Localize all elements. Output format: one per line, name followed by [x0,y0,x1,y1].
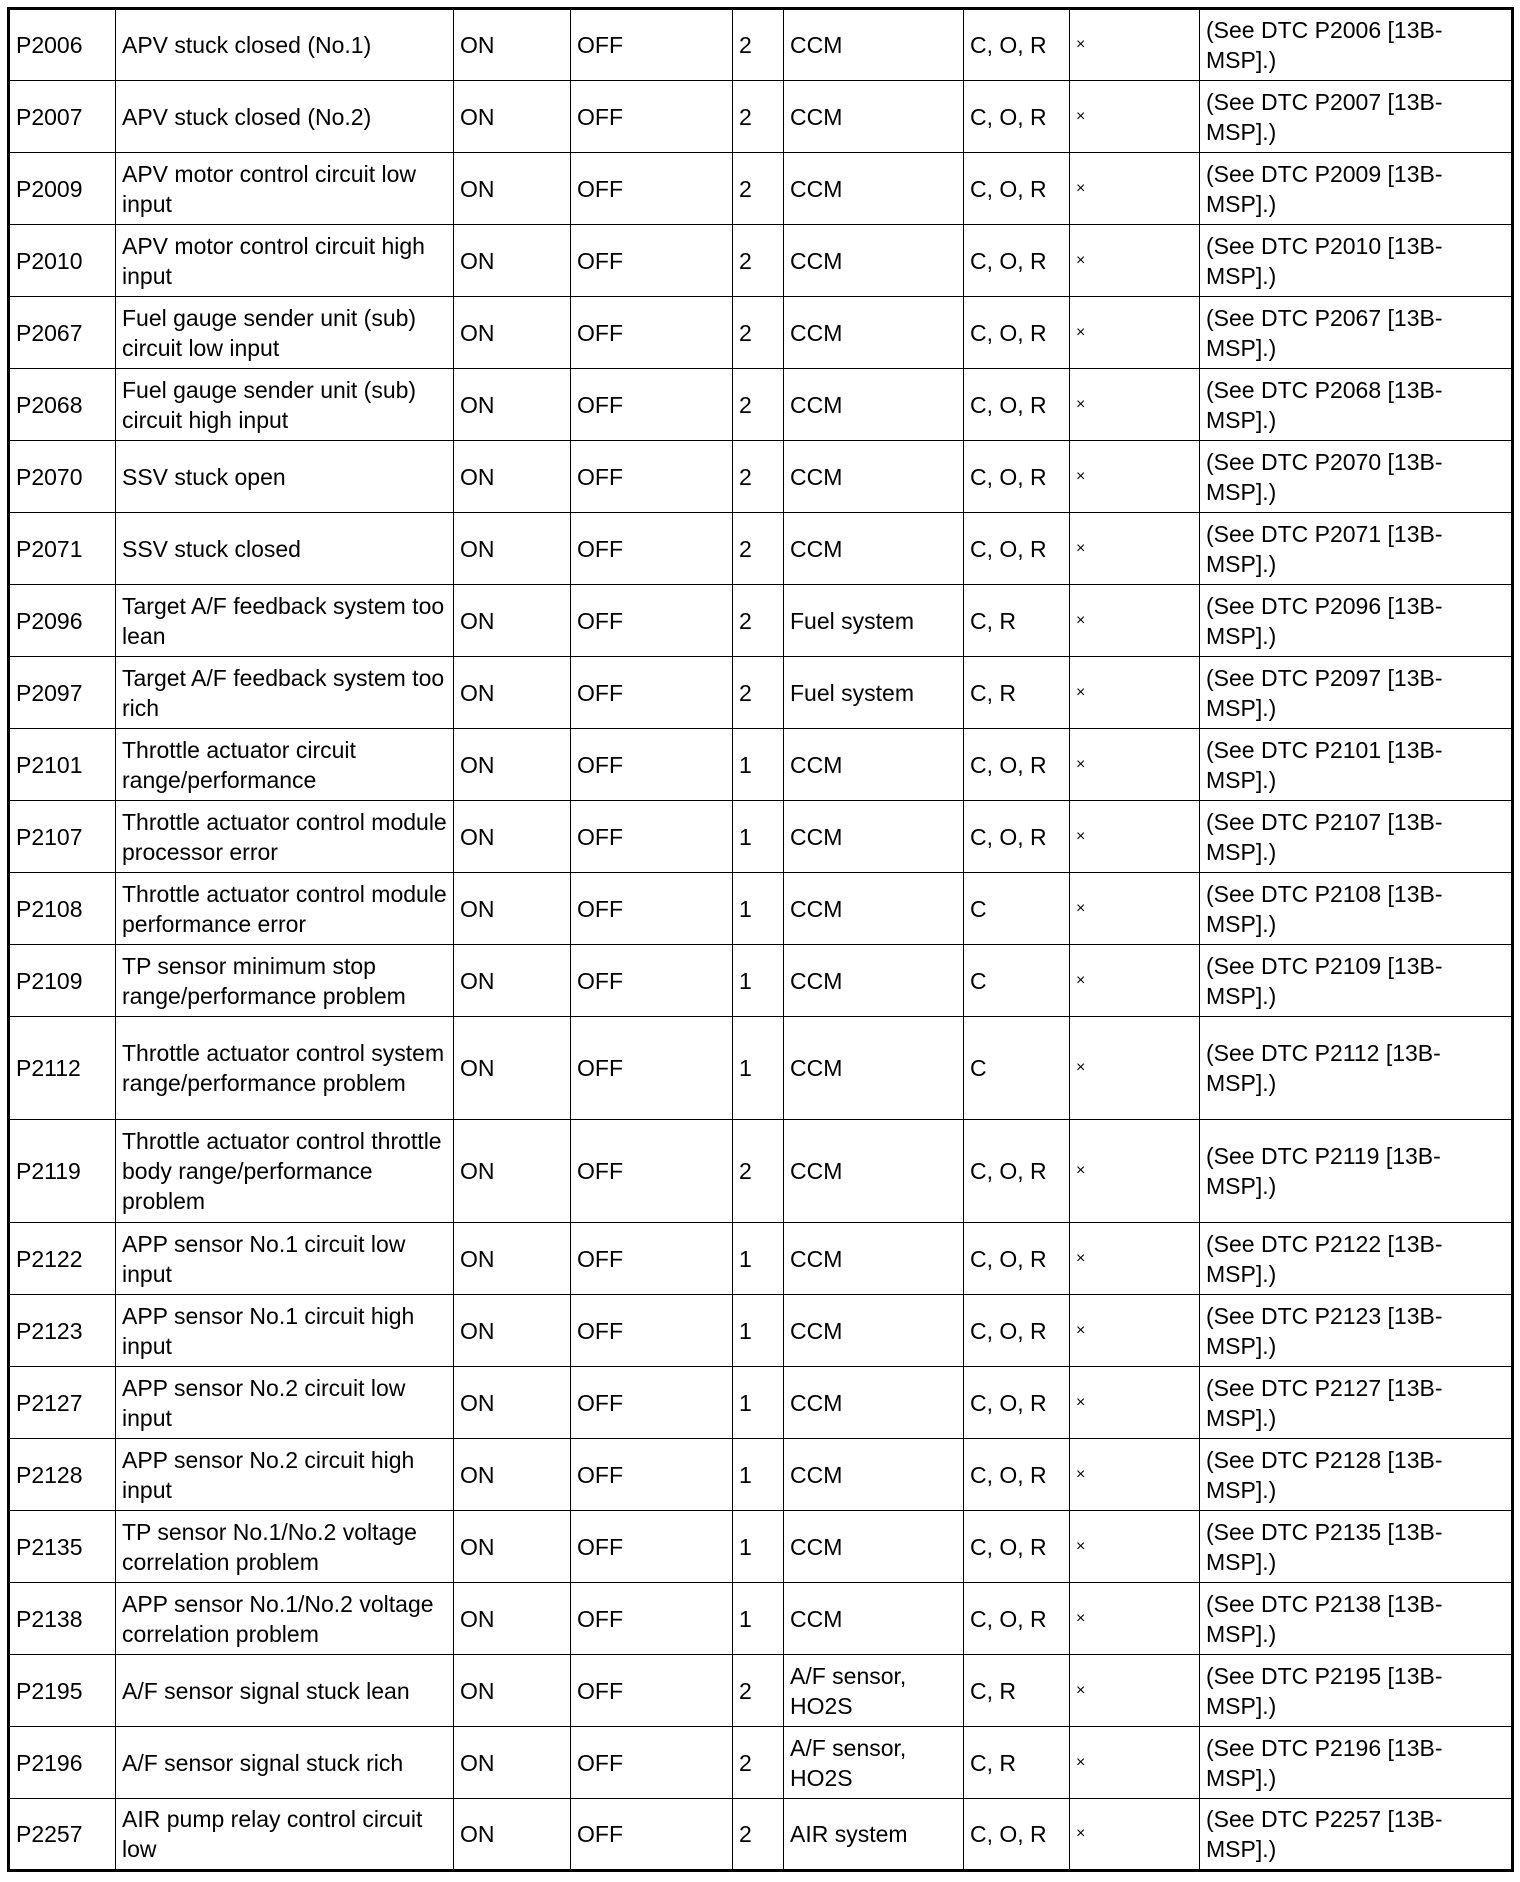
dtc-status: OFF [571,585,733,657]
dtc-code: P2006 [9,9,116,81]
dtc-mark: × [1070,729,1200,801]
dtc-monitor-item: CCM [784,513,964,585]
table-row [9,1295,1513,1367]
dtc-memory-function: C, O, R [964,801,1070,873]
dtc-memory-function: C, O, R [964,1223,1070,1295]
dtc-mil-status: ON [454,1223,571,1295]
dtc-description: A/F sensor signal stuck lean [116,1655,454,1727]
dtc-drive-cycle: 2 [733,441,784,513]
dtc-description: A/F sensor signal stuck rich [116,1727,454,1799]
dtc-mark: × [1070,1439,1200,1511]
dtc-monitor-item: A/F sensor, HO2S [784,1727,964,1799]
dtc-code: P2135 [9,1511,116,1583]
dtc-monitor-item: Fuel system [784,585,964,657]
dtc-memory-function: C, R [964,1727,1070,1799]
dtc-status: OFF [571,1295,733,1367]
dtc-monitor-item: CCM [784,1120,964,1223]
dtc-drive-cycle: 2 [733,81,784,153]
dtc-description: Throttle actuator control module performance error [116,873,454,945]
dtc-mark: × [1070,585,1200,657]
dtc-monitor-item: CCM [784,1439,964,1511]
dtc-mark: × [1070,153,1200,225]
dtc-status: OFF [571,369,733,441]
dtc-monitor-item: CCM [784,1367,964,1439]
dtc-status: OFF [571,81,733,153]
dtc-memory-function: C, O, R [964,81,1070,153]
dtc-reference: (See DTC P2009 [13B-MSP].) [1200,153,1513,225]
dtc-status: OFF [571,1799,733,1871]
dtc-status: OFF [571,1017,733,1120]
dtc-status: OFF [571,1223,733,1295]
dtc-drive-cycle: 2 [733,369,784,441]
dtc-description: SSV stuck closed [116,513,454,585]
dtc-reference: (See DTC P2127 [13B-MSP].) [1200,1367,1513,1439]
dtc-code: P2010 [9,225,116,297]
dtc-monitor-item: CCM [784,297,964,369]
dtc-monitor-item: CCM [784,81,964,153]
dtc-mark: × [1070,1727,1200,1799]
dtc-monitor-item: CCM [784,945,964,1017]
dtc-drive-cycle: 2 [733,225,784,297]
dtc-drive-cycle: 1 [733,1511,784,1583]
dtc-mark: × [1070,1511,1200,1583]
dtc-description: Target A/F feedback system too rich [116,657,454,729]
dtc-status: OFF [571,9,733,81]
dtc-reference: (See DTC P2107 [13B-MSP].) [1200,801,1513,873]
table-row [9,1017,1513,1120]
dtc-mil-status: ON [454,945,571,1017]
dtc-mil-status: ON [454,153,571,225]
dtc-reference: (See DTC P2096 [13B-MSP].) [1200,585,1513,657]
dtc-reference: (See DTC P2070 [13B-MSP].) [1200,441,1513,513]
dtc-mark: × [1070,945,1200,1017]
dtc-mark: × [1070,297,1200,369]
dtc-code: P2070 [9,441,116,513]
dtc-status: OFF [571,945,733,1017]
dtc-mil-status: ON [454,1799,571,1871]
dtc-code: P2196 [9,1727,116,1799]
dtc-memory-function: C [964,1017,1070,1120]
dtc-status: OFF [571,513,733,585]
dtc-mil-status: ON [454,1511,571,1583]
dtc-reference: (See DTC P2097 [13B-MSP].) [1200,657,1513,729]
dtc-reference: (See DTC P2119 [13B-MSP].) [1200,1120,1513,1223]
dtc-reference: (See DTC P2195 [13B-MSP].) [1200,1655,1513,1727]
dtc-reference: (See DTC P2101 [13B-MSP].) [1200,729,1513,801]
dtc-mil-status: ON [454,729,571,801]
dtc-code: P2101 [9,729,116,801]
dtc-status: OFF [571,1367,733,1439]
dtc-code: P2107 [9,801,116,873]
table-row [9,729,1513,801]
dtc-mil-status: ON [454,873,571,945]
dtc-mark: × [1070,1367,1200,1439]
dtc-drive-cycle: 2 [733,153,784,225]
dtc-code: P2119 [9,1120,116,1223]
dtc-table-body [9,9,1513,1871]
dtc-memory-function: C, O, R [964,9,1070,81]
dtc-reference: (See DTC P2135 [13B-MSP].) [1200,1511,1513,1583]
dtc-table-container [7,7,1511,1872]
dtc-reference: (See DTC P2196 [13B-MSP].) [1200,1727,1513,1799]
dtc-mil-status: ON [454,585,571,657]
dtc-mil-status: ON [454,801,571,873]
dtc-mark: × [1070,1583,1200,1655]
dtc-description: Fuel gauge sender unit (sub) circuit low input [116,297,454,369]
dtc-monitor-item: CCM [784,1223,964,1295]
dtc-drive-cycle: 1 [733,1583,784,1655]
dtc-memory-function: C, O, R [964,513,1070,585]
dtc-memory-function: C, O, R [964,1439,1070,1511]
table-row [9,873,1513,945]
dtc-mil-status: ON [454,513,571,585]
dtc-reference: (See DTC P2128 [13B-MSP].) [1200,1439,1513,1511]
dtc-drive-cycle: 2 [733,1799,784,1871]
table-row [9,1655,1513,1727]
dtc-description: Throttle actuator control throttle body range/performance problem [116,1120,454,1223]
dtc-drive-cycle: 1 [733,1017,784,1120]
dtc-reference: (See DTC P2068 [13B-MSP].) [1200,369,1513,441]
dtc-monitor-item: CCM [784,1017,964,1120]
dtc-description: APV stuck closed (No.2) [116,81,454,153]
dtc-mil-status: ON [454,657,571,729]
dtc-memory-function: C, O, R [964,1367,1070,1439]
dtc-monitor-item: CCM [784,729,964,801]
table-row [9,9,1513,81]
dtc-description: APV stuck closed (No.1) [116,9,454,81]
table-row [9,1727,1513,1799]
dtc-memory-function: C, O, R [964,1295,1070,1367]
dtc-monitor-item: CCM [784,441,964,513]
dtc-status: OFF [571,873,733,945]
dtc-drive-cycle: 1 [733,1295,784,1367]
dtc-code: P2067 [9,297,116,369]
dtc-memory-function: C, R [964,585,1070,657]
dtc-mark: × [1070,1120,1200,1223]
dtc-status: OFF [571,1583,733,1655]
dtc-code: P2068 [9,369,116,441]
dtc-reference: (See DTC P2108 [13B-MSP].) [1200,873,1513,945]
dtc-description: TP sensor minimum stop range/performance problem [116,945,454,1017]
dtc-mil-status: ON [454,1295,571,1367]
dtc-code: P2128 [9,1439,116,1511]
dtc-description: APP sensor No.1 circuit low input [116,1223,454,1295]
table-row [9,153,1513,225]
dtc-memory-function: C, R [964,657,1070,729]
dtc-mark: × [1070,1223,1200,1295]
dtc-monitor-item: Fuel system [784,657,964,729]
dtc-memory-function: C, O, R [964,369,1070,441]
table-row [9,1223,1513,1295]
dtc-mil-status: ON [454,369,571,441]
dtc-description: Throttle actuator control system range/performance problem [116,1017,454,1120]
dtc-mil-status: ON [454,441,571,513]
dtc-memory-function: C, O, R [964,1511,1070,1583]
dtc-mil-status: ON [454,1727,571,1799]
dtc-mil-status: ON [454,1120,571,1223]
dtc-drive-cycle: 1 [733,729,784,801]
table-row [9,369,1513,441]
dtc-status: OFF [571,657,733,729]
dtc-mark: × [1070,1655,1200,1727]
dtc-memory-function: C, O, R [964,1583,1070,1655]
dtc-memory-function: C, O, R [964,297,1070,369]
dtc-drive-cycle: 2 [733,585,784,657]
dtc-mil-status: ON [454,1583,571,1655]
table-row [9,1120,1513,1223]
dtc-drive-cycle: 1 [733,945,784,1017]
dtc-reference: (See DTC P2112 [13B-MSP].) [1200,1017,1513,1120]
dtc-mark: × [1070,441,1200,513]
table-row [9,657,1513,729]
dtc-mark: × [1070,801,1200,873]
table-row [9,1583,1513,1655]
dtc-reference: (See DTC P2123 [13B-MSP].) [1200,1295,1513,1367]
dtc-code: P2257 [9,1799,116,1871]
dtc-memory-function: C [964,873,1070,945]
dtc-description: SSV stuck open [116,441,454,513]
dtc-drive-cycle: 2 [733,1655,784,1727]
dtc-mark: × [1070,513,1200,585]
dtc-code: P2097 [9,657,116,729]
dtc-memory-function: C, O, R [964,441,1070,513]
dtc-memory-function: C, O, R [964,729,1070,801]
dtc-status: OFF [571,153,733,225]
dtc-code: P2195 [9,1655,116,1727]
dtc-reference: (See DTC P2006 [13B-MSP].) [1200,9,1513,81]
dtc-mark: × [1070,81,1200,153]
table-row [9,1511,1513,1583]
dtc-description: APP sensor No.2 circuit high input [116,1439,454,1511]
dtc-status: OFF [571,441,733,513]
dtc-monitor-item: CCM [784,225,964,297]
dtc-reference: (See DTC P2122 [13B-MSP].) [1200,1223,1513,1295]
dtc-mark: × [1070,657,1200,729]
dtc-description: TP sensor No.1/No.2 voltage correlation problem [116,1511,454,1583]
table-row [9,225,1513,297]
dtc-status: OFF [571,1439,733,1511]
dtc-mil-status: ON [454,1655,571,1727]
table-row [9,513,1513,585]
dtc-monitor-item: A/F sensor, HO2S [784,1655,964,1727]
dtc-code: P2122 [9,1223,116,1295]
dtc-description: Target A/F feedback system too lean [116,585,454,657]
dtc-mil-status: ON [454,1367,571,1439]
dtc-mark: × [1070,369,1200,441]
table-row [9,81,1513,153]
dtc-mil-status: ON [454,9,571,81]
dtc-reference: (See DTC P2071 [13B-MSP].) [1200,513,1513,585]
dtc-code: P2108 [9,873,116,945]
dtc-description: APP sensor No.2 circuit low input [116,1367,454,1439]
dtc-drive-cycle: 2 [733,9,784,81]
dtc-code: P2007 [9,81,116,153]
dtc-description: APP sensor No.1 circuit high input [116,1295,454,1367]
dtc-status: OFF [571,297,733,369]
dtc-status: OFF [571,729,733,801]
dtc-drive-cycle: 2 [733,513,784,585]
dtc-code: P2112 [9,1017,116,1120]
dtc-reference: (See DTC P2010 [13B-MSP].) [1200,225,1513,297]
dtc-drive-cycle: 2 [733,297,784,369]
dtc-mark: × [1070,1017,1200,1120]
dtc-monitor-item: CCM [784,9,964,81]
dtc-drive-cycle: 1 [733,801,784,873]
dtc-reference: (See DTC P2067 [13B-MSP].) [1200,297,1513,369]
table-row [9,585,1513,657]
dtc-code: P2009 [9,153,116,225]
dtc-monitor-item: CCM [784,1583,964,1655]
dtc-status: OFF [571,225,733,297]
dtc-memory-function: C, O, R [964,153,1070,225]
dtc-mil-status: ON [454,225,571,297]
dtc-monitor-item: CCM [784,801,964,873]
dtc-mil-status: ON [454,1439,571,1511]
dtc-mark: × [1070,873,1200,945]
dtc-code: P2127 [9,1367,116,1439]
dtc-mil-status: ON [454,81,571,153]
dtc-code: P2071 [9,513,116,585]
dtc-drive-cycle: 2 [733,1120,784,1223]
dtc-code: P2109 [9,945,116,1017]
dtc-status: OFF [571,1727,733,1799]
dtc-status: OFF [571,1655,733,1727]
dtc-memory-function: C, O, R [964,1799,1070,1871]
dtc-monitor-item: CCM [784,873,964,945]
dtc-drive-cycle: 1 [733,873,784,945]
dtc-drive-cycle: 1 [733,1367,784,1439]
dtc-description: APV motor control circuit low input [116,153,454,225]
table-row [9,945,1513,1017]
dtc-reference: (See DTC P2257 [13B-MSP].) [1200,1799,1513,1871]
dtc-memory-function: C, O, R [964,225,1070,297]
dtc-memory-function: C [964,945,1070,1017]
dtc-description: Throttle actuator circuit range/performance [116,729,454,801]
dtc-mark: × [1070,9,1200,81]
dtc-reference: (See DTC P2109 [13B-MSP].) [1200,945,1513,1017]
dtc-description: APV motor control circuit high input [116,225,454,297]
dtc-description: APP sensor No.1/No.2 voltage correlation problem [116,1583,454,1655]
dtc-memory-function: C, R [964,1655,1070,1727]
dtc-description: Throttle actuator control module processor error [116,801,454,873]
dtc-mark: × [1070,1295,1200,1367]
dtc-memory-function: C, O, R [964,1120,1070,1223]
table-row [9,1367,1513,1439]
dtc-status: OFF [571,1511,733,1583]
dtc-monitor-item: AIR system [784,1799,964,1871]
dtc-mil-status: ON [454,1017,571,1120]
dtc-drive-cycle: 2 [733,1727,784,1799]
dtc-table [7,7,1514,1872]
table-row [9,801,1513,873]
dtc-code: P2138 [9,1583,116,1655]
dtc-drive-cycle: 1 [733,1223,784,1295]
table-row [9,441,1513,513]
dtc-monitor-item: CCM [784,1511,964,1583]
dtc-monitor-item: CCM [784,153,964,225]
dtc-code: P2123 [9,1295,116,1367]
dtc-mil-status: ON [454,297,571,369]
dtc-code: P2096 [9,585,116,657]
dtc-reference: (See DTC P2007 [13B-MSP].) [1200,81,1513,153]
dtc-description: Fuel gauge sender unit (sub) circuit high input [116,369,454,441]
dtc-drive-cycle: 1 [733,1439,784,1511]
dtc-reference: (See DTC P2138 [13B-MSP].) [1200,1583,1513,1655]
dtc-status: OFF [571,1120,733,1223]
dtc-description: AIR pump relay control circuit low [116,1799,454,1871]
dtc-mark: × [1070,1799,1200,1871]
dtc-drive-cycle: 2 [733,657,784,729]
table-row [9,1439,1513,1511]
table-row [9,297,1513,369]
dtc-monitor-item: CCM [784,369,964,441]
dtc-monitor-item: CCM [784,1295,964,1367]
dtc-status: OFF [571,801,733,873]
dtc-mark: × [1070,225,1200,297]
table-row [9,1799,1513,1871]
